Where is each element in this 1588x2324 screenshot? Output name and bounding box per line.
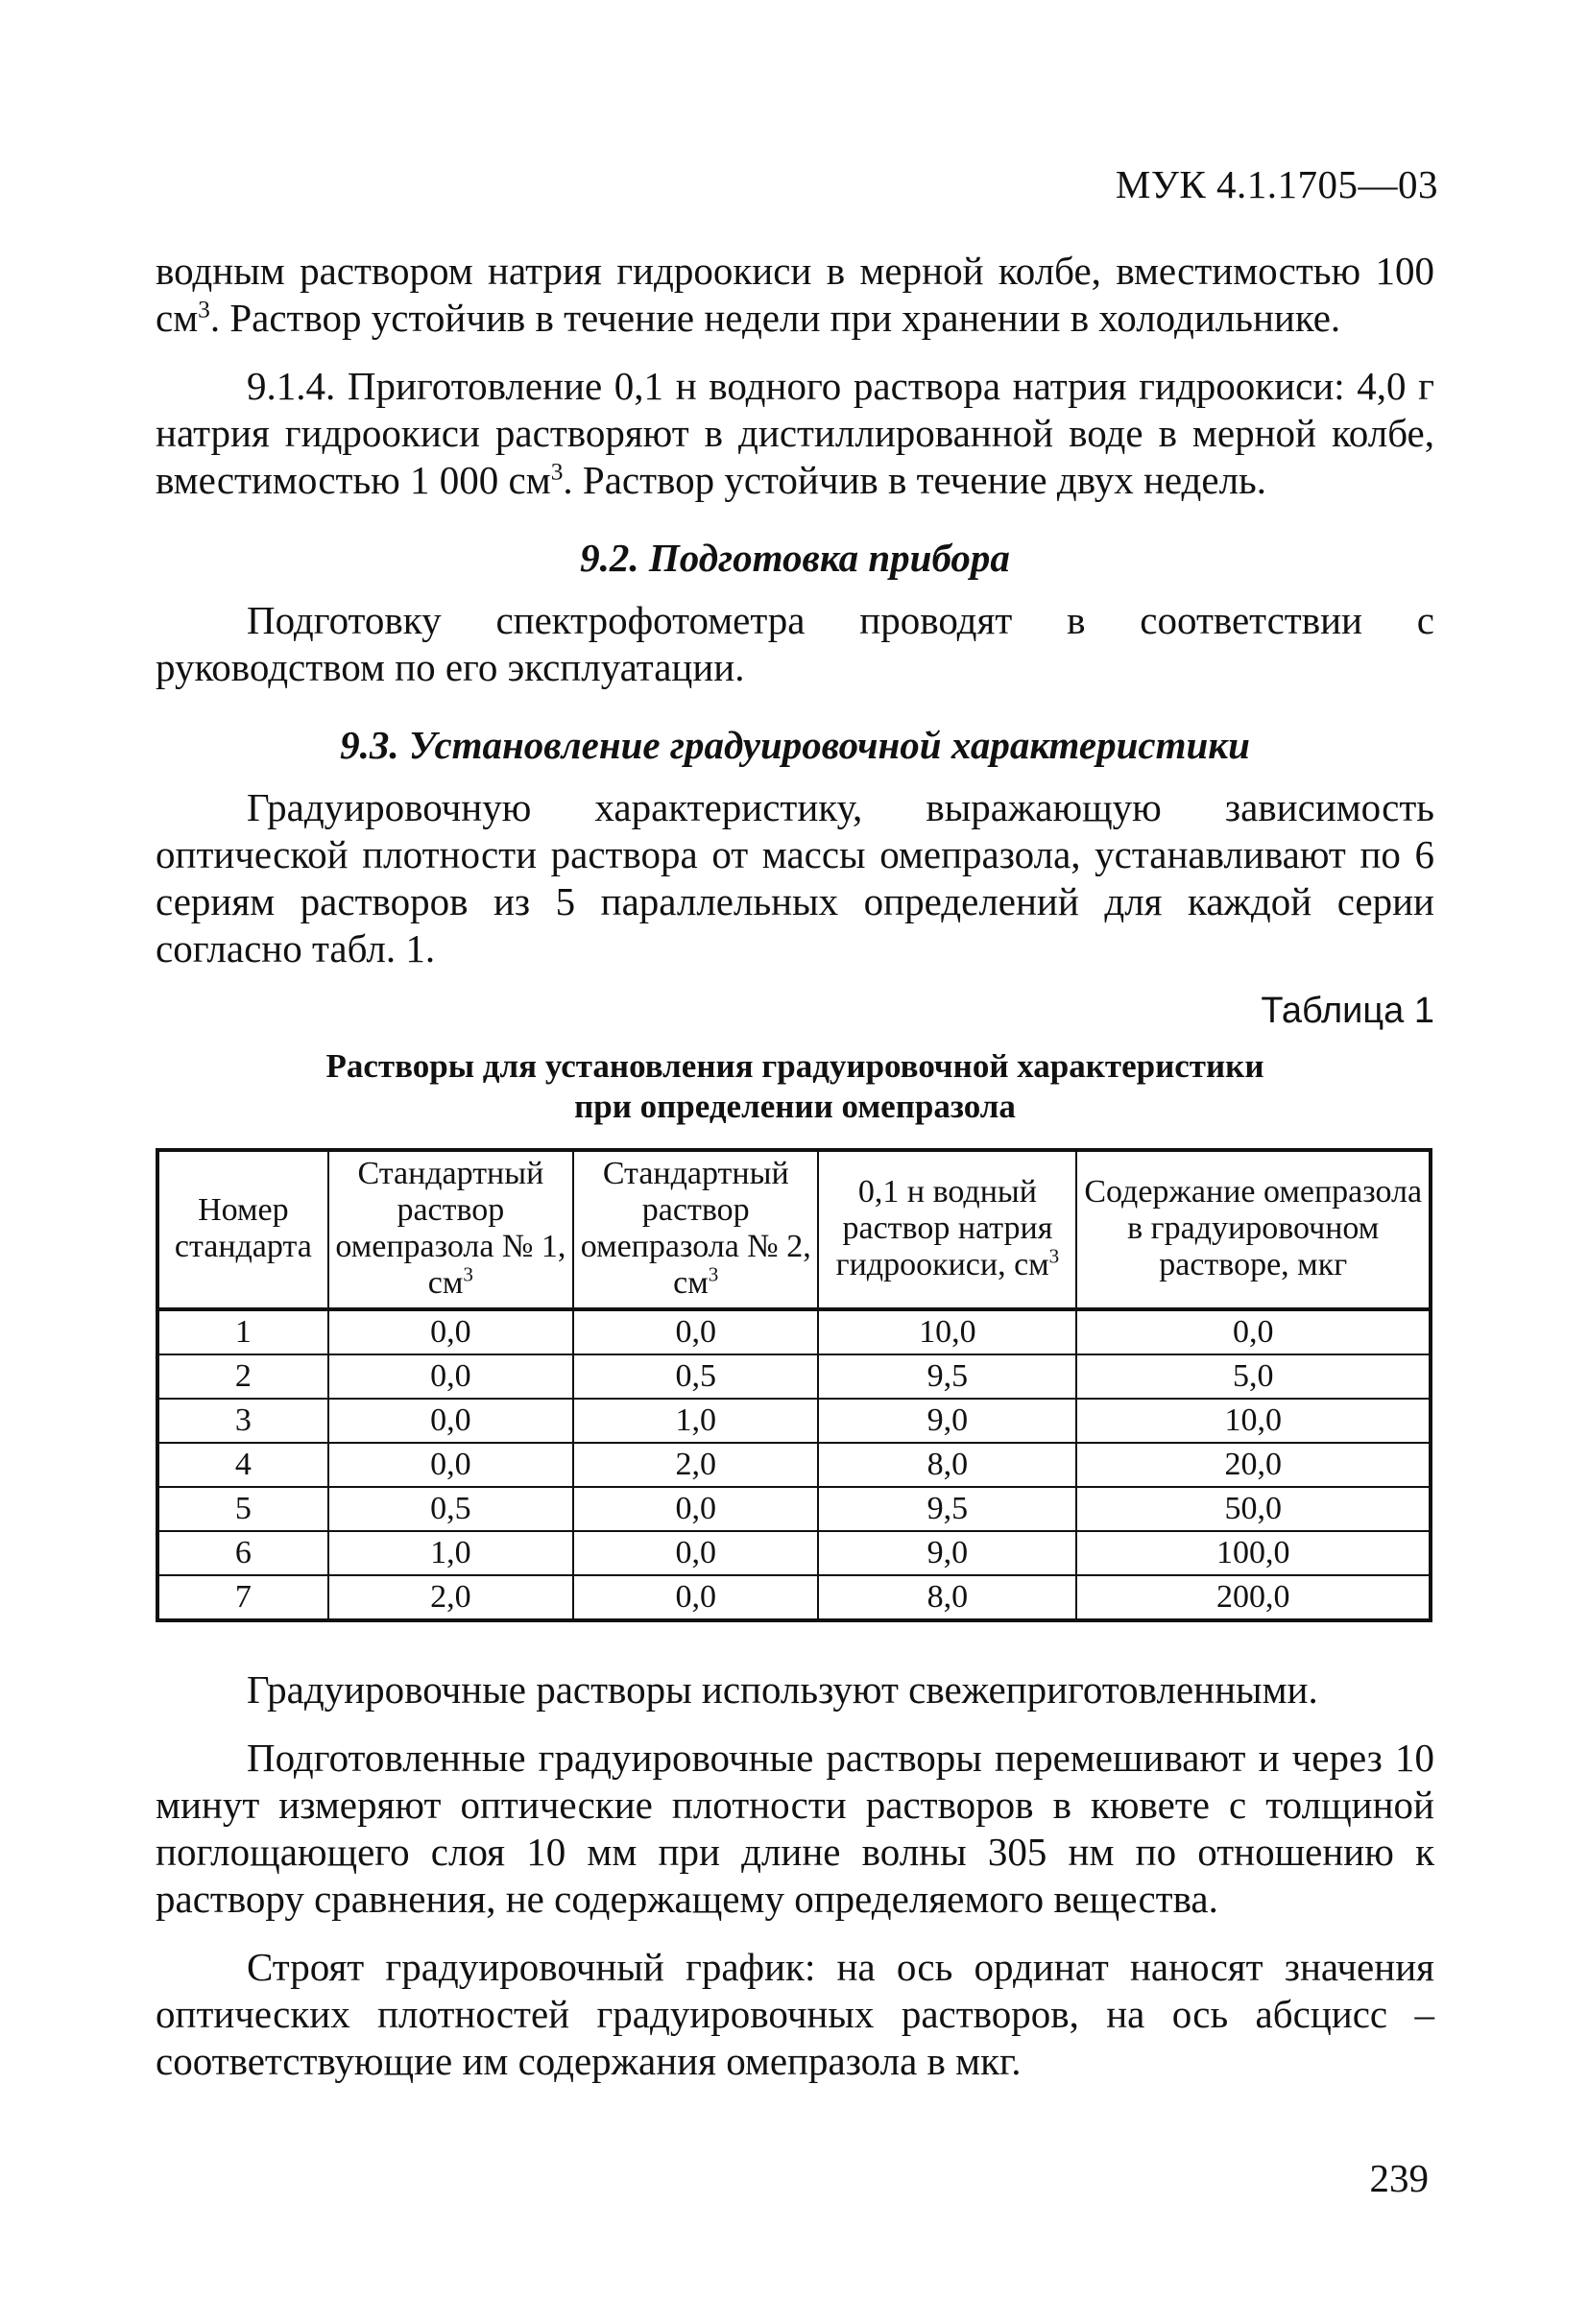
paragraph-fresh-solutions: Градуировочные растворы используют свежеприготовленными. [247,1667,1318,1712]
header-solution-1: Стандартный раствор омепразола № 1, $см^3$ [328,1150,573,1309]
cell-content: 100,0 [1076,1531,1431,1575]
section-title-9-3: 9.3. Установление градуировочной характеристики [340,723,1250,767]
section-text-9-3: Градуировочную характеристику, выражающую зависимость оптической плотности раствора от массы омепразола, устанавливают по 6 сериям растворов из 5 параллельных определений для каждой серии согласно табл. 1. [156,785,1434,970]
paragraph-9-1-4: 9.1.4. Приготовление 0,1 н водного раствора натрия гидроокиси: 4,0 г натрия гидроокиси растворяют в дистиллированной воде в мерной колбе, вместимостью 1 000 $см^3$. Раствор устойчив в течение двух недель. [156,364,1434,502]
cell-number: 7 [157,1575,328,1620]
cell-solution-2: 0,0 [573,1487,818,1531]
cell-solution-1: 0,0 [328,1443,573,1487]
solutions-table [156,1148,1432,1622]
document-code: МУК 4.1.1705—03 [1115,162,1438,206]
table-row [157,1443,1431,1487]
cell-number: 2 [157,1354,328,1399]
cell-solution-1: 1,0 [328,1531,573,1575]
table-header-row [157,1150,1431,1309]
cell-solution-1: 0,0 [328,1399,573,1443]
cell-content: 20,0 [1076,1443,1431,1487]
cell-number: 6 [157,1531,328,1575]
cell-solution-2: 0,0 [573,1575,818,1620]
cell-naoh: 9,5 [818,1354,1076,1399]
paragraph-calibration-graph: Строят градуировочный график: на ось ординат наносят значения оптических плотностей градуировочных растворов, на ось абсцисс – соответствующие им содержания омепразола в мкг. [156,1945,1434,2083]
cell-content: 5,0 [1076,1354,1431,1399]
header-naoh-solution: 0,1 н водный раствор натрия гидроокиси, $см^3$ [818,1150,1076,1309]
cell-naoh: 8,0 [818,1443,1076,1487]
cell-solution-2: 1,0 [573,1399,818,1443]
cell-naoh: 9,0 [818,1531,1076,1575]
page-number: 239 [1369,2156,1429,2200]
cell-solution-1: 0,5 [328,1487,573,1531]
paragraph-continuation: водным раствором натрия гидроокиси в мерной колбе, вместимостью 100 $см^3$. Раствор устойчив в течение недели при хранении в холодильнике. [156,249,1434,340]
header-omeprazole-content: Содержание омепразола в градуировочном растворе, мкг [1076,1150,1431,1309]
table-row [157,1399,1431,1443]
section-title-9-2: 9.2. Подготовка прибора [580,536,1010,580]
cell-number: 3 [157,1399,328,1443]
cell-solution-2: 0,0 [573,1309,818,1354]
cell-naoh: 9,0 [818,1399,1076,1443]
cell-content: 0,0 [1076,1309,1431,1354]
cell-solution-2: 0,5 [573,1354,818,1399]
cell-number: 5 [157,1487,328,1531]
table-row [157,1354,1431,1399]
section-text-9-2: Подготовку спектрофотометра проводят в соответствии с руководством по его эксплуатации. [156,598,1434,689]
cell-solution-1: 0,0 [328,1309,573,1354]
cell-solution-2: 0,0 [573,1531,818,1575]
table-caption [156,1046,1434,1127]
table-row [157,1531,1431,1575]
cell-content: 50,0 [1076,1487,1431,1531]
cell-solution-1: 2,0 [328,1575,573,1620]
paragraph-measurement: Подготовленные градуировочные растворы перемешивают и через 10 минут измеряют оптические плотности растворов в кювете с толщиной поглощающего слоя 10 мм при длине волны 305 нм по отношению к раствору сравнения, не содержащему определяемого вещества. [156,1736,1434,1921]
table-row [157,1309,1431,1354]
header-standard-number: Номер стандарта [157,1150,328,1309]
table-caption-line-1: Растворы для установления градуировочной характеристики [325,1047,1264,1085]
cell-solution-1: 0,0 [328,1354,573,1399]
header-solution-2: Стандартный раствор омепразола № 2, $см^3$ [573,1150,818,1309]
cell-naoh: 8,0 [818,1575,1076,1620]
table-caption-line-2: при определении омепразола [574,1088,1016,1125]
table-row [157,1575,1431,1620]
page-content [156,248,1434,2085]
cell-naoh: 10,0 [818,1309,1076,1354]
cell-number: 1 [157,1309,328,1354]
cell-number: 4 [157,1443,328,1487]
table-label: Таблица 1 [1261,991,1434,1031]
cell-content: 10,0 [1076,1399,1431,1443]
table-row [157,1487,1431,1531]
cell-solution-2: 2,0 [573,1443,818,1487]
cell-content: 200,0 [1076,1575,1431,1620]
cell-naoh: 9,5 [818,1487,1076,1531]
